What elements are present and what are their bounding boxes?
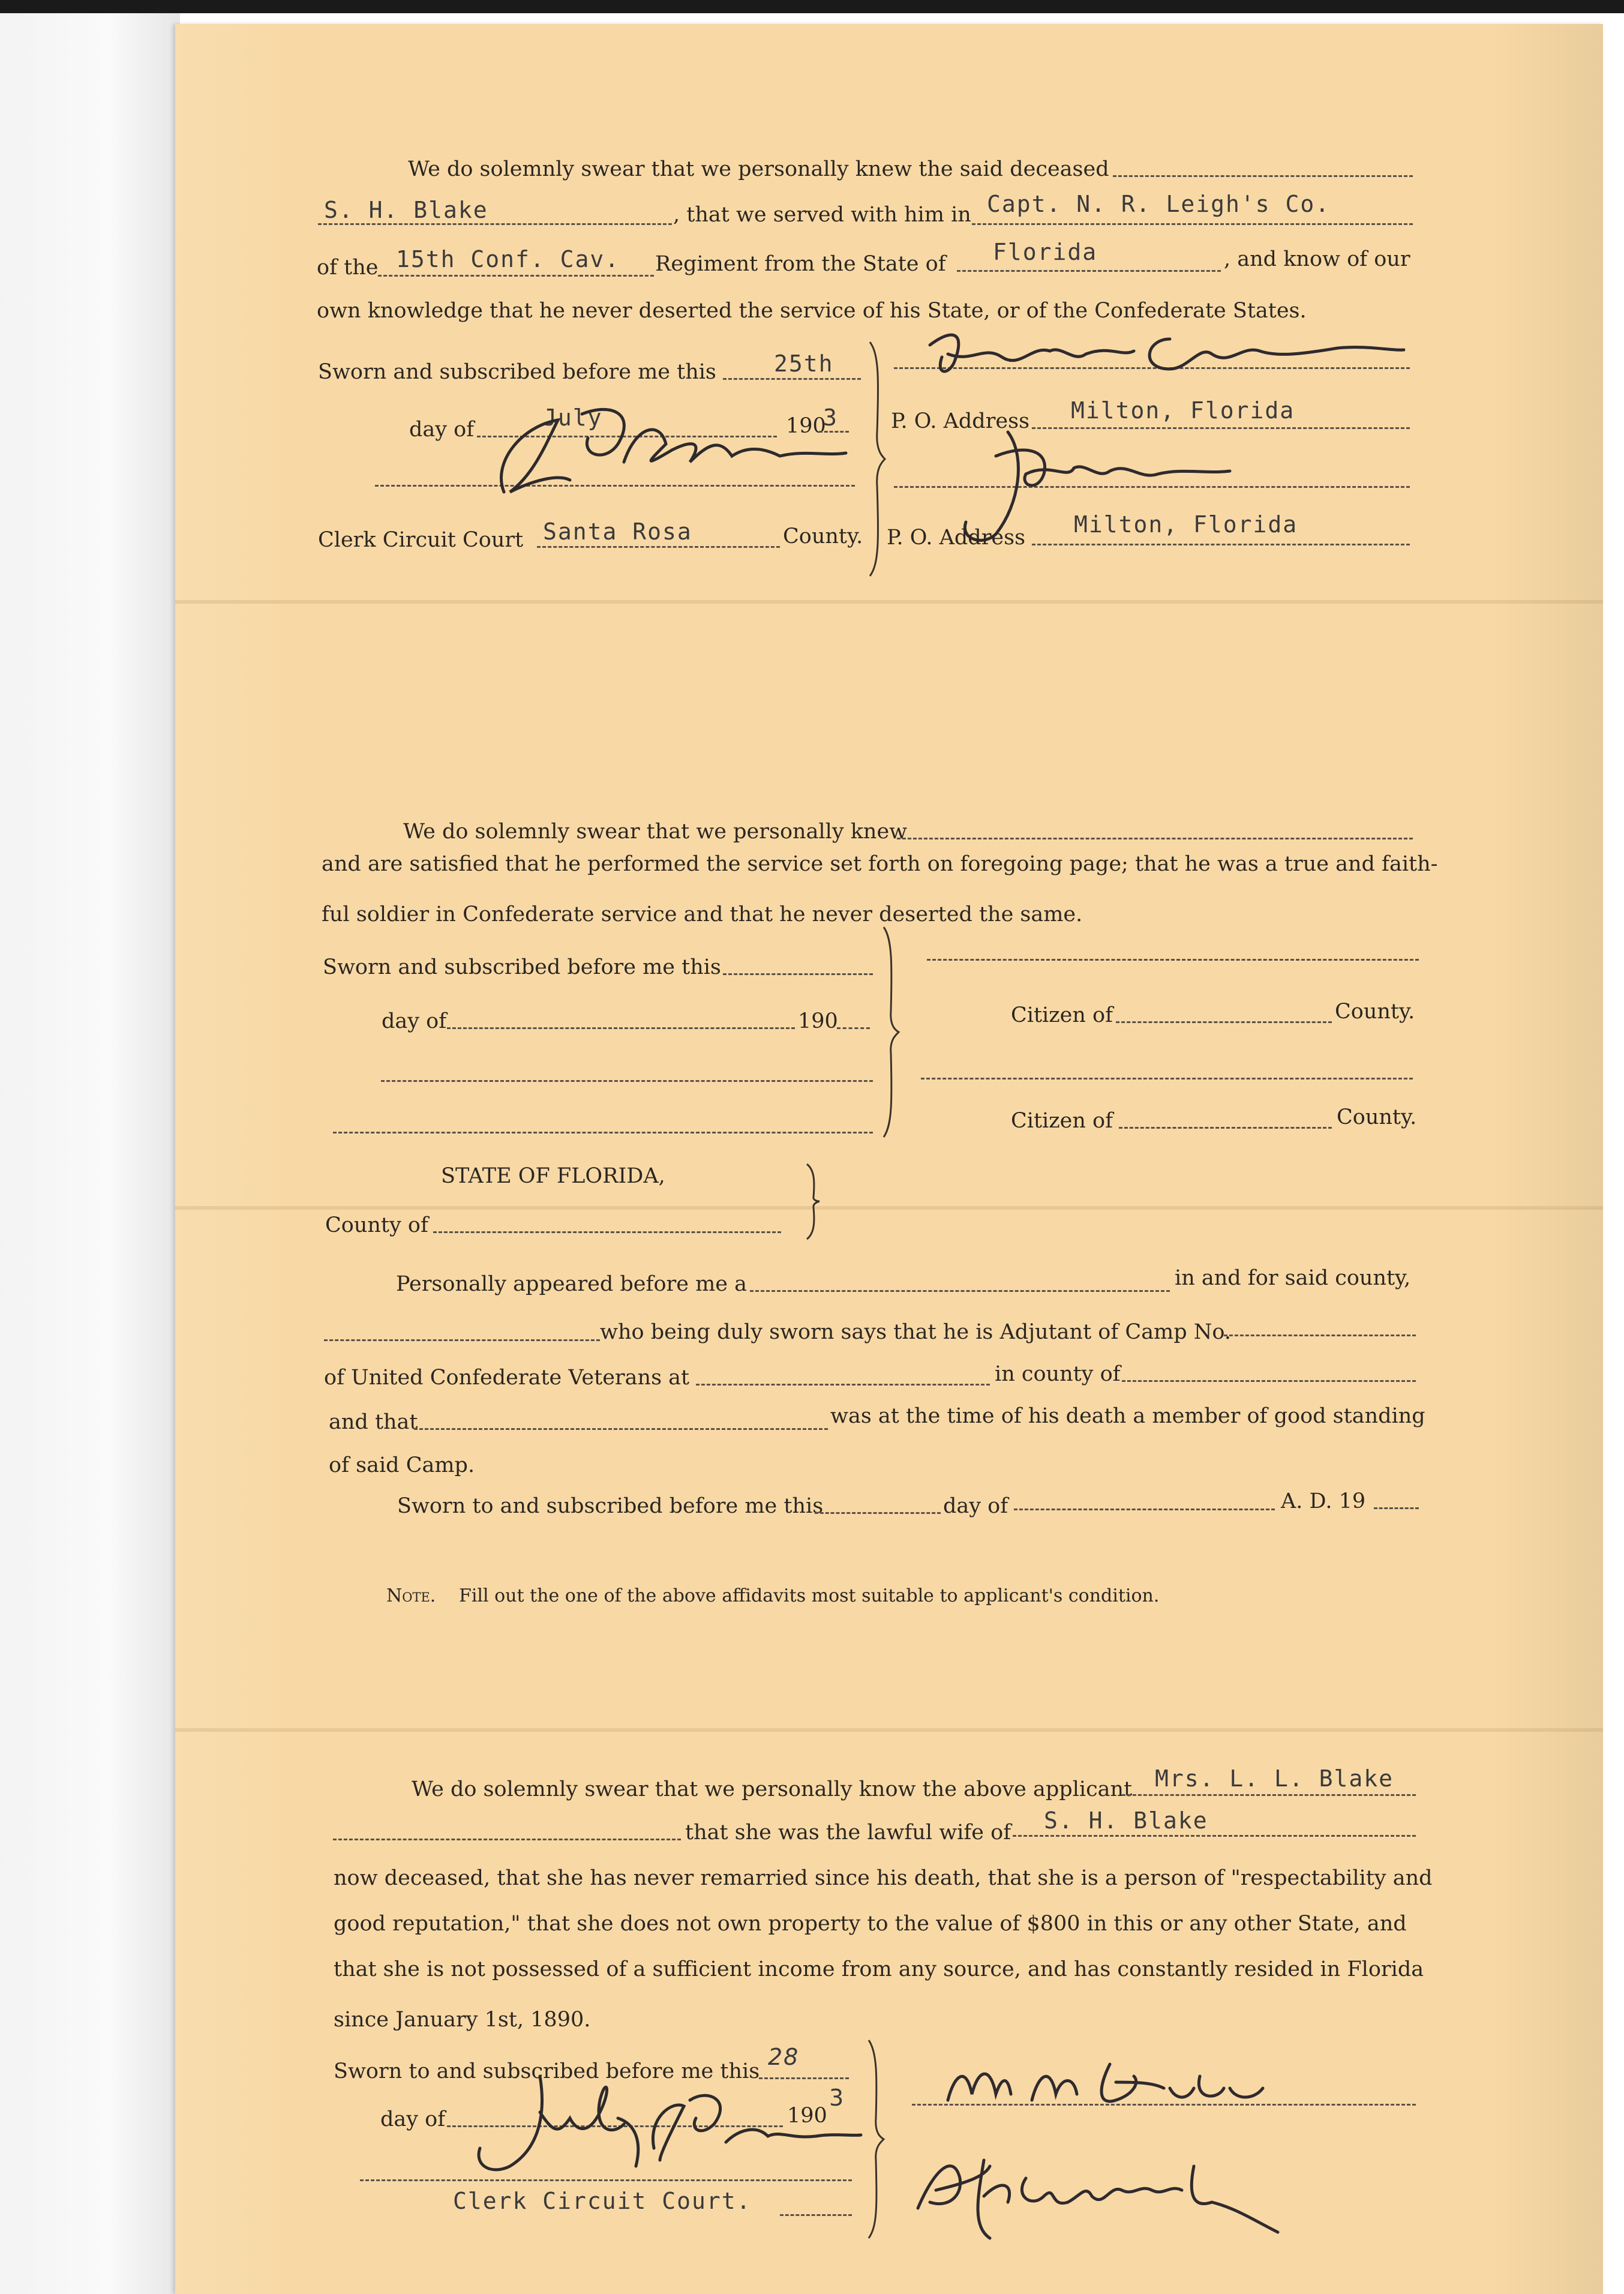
- clerk-signature: [456, 2064, 864, 2184]
- day-of-label: day of: [943, 1494, 1008, 1518]
- state-heading: STATE OF FLORIDA,: [441, 1164, 665, 1188]
- year-digit: 3: [823, 404, 838, 431]
- blank-line: [433, 1231, 781, 1233]
- oath-text: We do solemnly swear that we personally knew the said deceased: [408, 157, 1109, 181]
- applicant-name: Mrs. L. L. Blake: [1155, 1765, 1394, 1792]
- blank-line: [1032, 544, 1410, 545]
- blank-line: [1374, 1507, 1419, 1509]
- sworn-month: July: [543, 404, 603, 431]
- year-label: 190: [798, 1009, 838, 1033]
- scan-top-edge: [0, 0, 1624, 13]
- oath-text: and are satisfied that he performed the service set forth on foregoing page; that he was a true and faith-: [322, 852, 1438, 876]
- sworn-day: 25th: [774, 350, 834, 377]
- adjutant-text: who being duly sworn says that he is Adjutant of Camp No.: [600, 1320, 1231, 1344]
- signature-brace: [879, 927, 903, 1137]
- oath-text: good reputation," that she does not own property to the value of $800 in this or any other State, and: [334, 1912, 1407, 1936]
- husband-name: S. H. Blake: [1044, 1807, 1208, 1834]
- blank-line: [1122, 1794, 1416, 1796]
- blank-line: [381, 1080, 873, 1082]
- witness-signature-line: [921, 1078, 1413, 1079]
- company-name: Capt. N. R. Leigh's Co.: [987, 191, 1331, 217]
- blank-line: [378, 275, 654, 277]
- blank-line: [972, 223, 1413, 225]
- year-label: A. D. 19: [1281, 1489, 1366, 1513]
- paper-fold: [175, 1728, 1603, 1732]
- oath-text: , and know of our: [1224, 247, 1410, 271]
- witness-1-signature: [918, 321, 1410, 387]
- blank-line: [815, 1512, 941, 1514]
- day-of-label: day of: [409, 418, 475, 442]
- day-of-label: day of: [382, 1009, 447, 1033]
- witness-signature-line: [927, 959, 1419, 961]
- blank-line: [1113, 175, 1413, 177]
- blank-line: [447, 1027, 795, 1029]
- oath-text: We do solemnly swear that we personally knew: [403, 820, 908, 844]
- oath-text: ful soldier in Confederate service and that he never deserted the same.: [322, 902, 1083, 926]
- scan-background: [0, 13, 180, 2294]
- clerk-signature-line: [360, 2179, 852, 2181]
- sworn-text: Sworn and subscribed before me this: [318, 360, 716, 384]
- citizen-label: Citizen of: [1011, 1003, 1113, 1027]
- sworn-day: 28: [768, 2044, 800, 2070]
- adjutant-text: in county of: [995, 1362, 1121, 1386]
- county-name: Santa Rosa: [543, 518, 692, 545]
- citizen-label: Citizen of: [1011, 1109, 1113, 1133]
- blank-line: [1224, 1335, 1416, 1336]
- county-label: County.: [783, 524, 863, 548]
- blank-line: [414, 1428, 828, 1430]
- blank-line: [324, 1339, 600, 1341]
- sworn-text: Sworn and subscribed before me this: [323, 955, 721, 979]
- adjutant-text: of said Camp.: [329, 1453, 475, 1477]
- county-label: County.: [1335, 1000, 1415, 1024]
- adjutant-text: Personally appeared before me a: [396, 1272, 747, 1296]
- sworn-text: Sworn to and subscribed before me this: [397, 1494, 824, 1518]
- day-of-label: day of: [380, 2107, 446, 2131]
- witness-4-signature: [912, 2142, 1284, 2244]
- blank-line: [1116, 1021, 1332, 1023]
- venue-brace: [804, 1164, 828, 1239]
- adjutant-text: and that: [329, 1410, 418, 1434]
- year-label: 190: [787, 2104, 827, 2128]
- witness-3-signature: [936, 2052, 1272, 2118]
- year-digit: 3: [829, 2085, 845, 2111]
- blank-line: [723, 973, 873, 975]
- oath-text: , that we served with him in: [673, 203, 971, 227]
- county-label: County.: [1337, 1105, 1417, 1129]
- county-of-label: County of: [325, 1213, 428, 1237]
- clerk-title: Clerk Circuit Court: [318, 528, 524, 552]
- sworn-text: Sworn to and subscribed before me this: [334, 2059, 760, 2083]
- blank-line: [957, 270, 1221, 272]
- paper-fold: [175, 600, 1603, 604]
- blank-line: [318, 223, 672, 225]
- blank-line: [1119, 1127, 1332, 1129]
- oath-text: since January 1st, 1890.: [334, 2008, 591, 2032]
- blank-line: [696, 1384, 990, 1386]
- clerk-title: Clerk Circuit Court.: [453, 2188, 752, 2214]
- oath-text: now deceased, that she has never remarried since his death, that she is a person of "respectability and: [334, 1866, 1433, 1890]
- blank-line: [780, 2214, 852, 2216]
- regiment-name: 15th Conf. Cav.: [396, 246, 620, 272]
- po-address-value: Milton, Florida: [1074, 511, 1298, 538]
- state-name: Florida: [993, 239, 1098, 265]
- po-address-label: P. O. Address: [887, 526, 1026, 550]
- oath-text: that she was the lawful wife of: [685, 1821, 1011, 1845]
- signature-brace: [864, 2040, 888, 2238]
- blank-line: [897, 838, 1413, 839]
- blank-line: [537, 546, 780, 548]
- paper-fold: [175, 1206, 1603, 1210]
- oath-text: that she is not possessed of a sufficient income from any source, and has constantly resided in Florida: [334, 1957, 1424, 1981]
- blank-line: [1014, 1509, 1275, 1510]
- blank-line: [837, 1027, 870, 1029]
- oath-text: Regiment from the State of: [655, 252, 946, 276]
- adjutant-text: of United Confederate Veterans at: [324, 1366, 690, 1390]
- year-label: 190: [786, 414, 826, 438]
- po-address-value: Milton, Florida: [1071, 397, 1295, 424]
- clerk-signature: [468, 390, 852, 510]
- adjutant-text: was at the time of his death a member of good standing: [830, 1404, 1425, 1428]
- oath-text: own knowledge that he never deserted the service of his State, or of the Confederate States.: [317, 299, 1307, 323]
- note-text: Fill out the one of the above affidavits most suitable to applicant's condition.: [459, 1585, 1160, 1606]
- blank-line: [723, 378, 861, 380]
- oath-text: of the: [317, 256, 379, 280]
- blank-line: [750, 1290, 1170, 1292]
- note-label: Note.: [386, 1585, 436, 1606]
- adjutant-text: in and for said county,: [1175, 1266, 1411, 1290]
- blank-line: [1013, 1835, 1416, 1837]
- signature-brace: [864, 342, 888, 576]
- blank-line: [333, 1839, 681, 1840]
- blank-line: [1122, 1380, 1416, 1382]
- po-address-label: P. O. Address: [891, 409, 1030, 433]
- deceased-name: S. H. Blake: [324, 197, 488, 223]
- blank-line: [333, 1132, 873, 1133]
- oath-text: We do solemnly swear that we personally know the above applicant: [412, 1777, 1133, 1801]
